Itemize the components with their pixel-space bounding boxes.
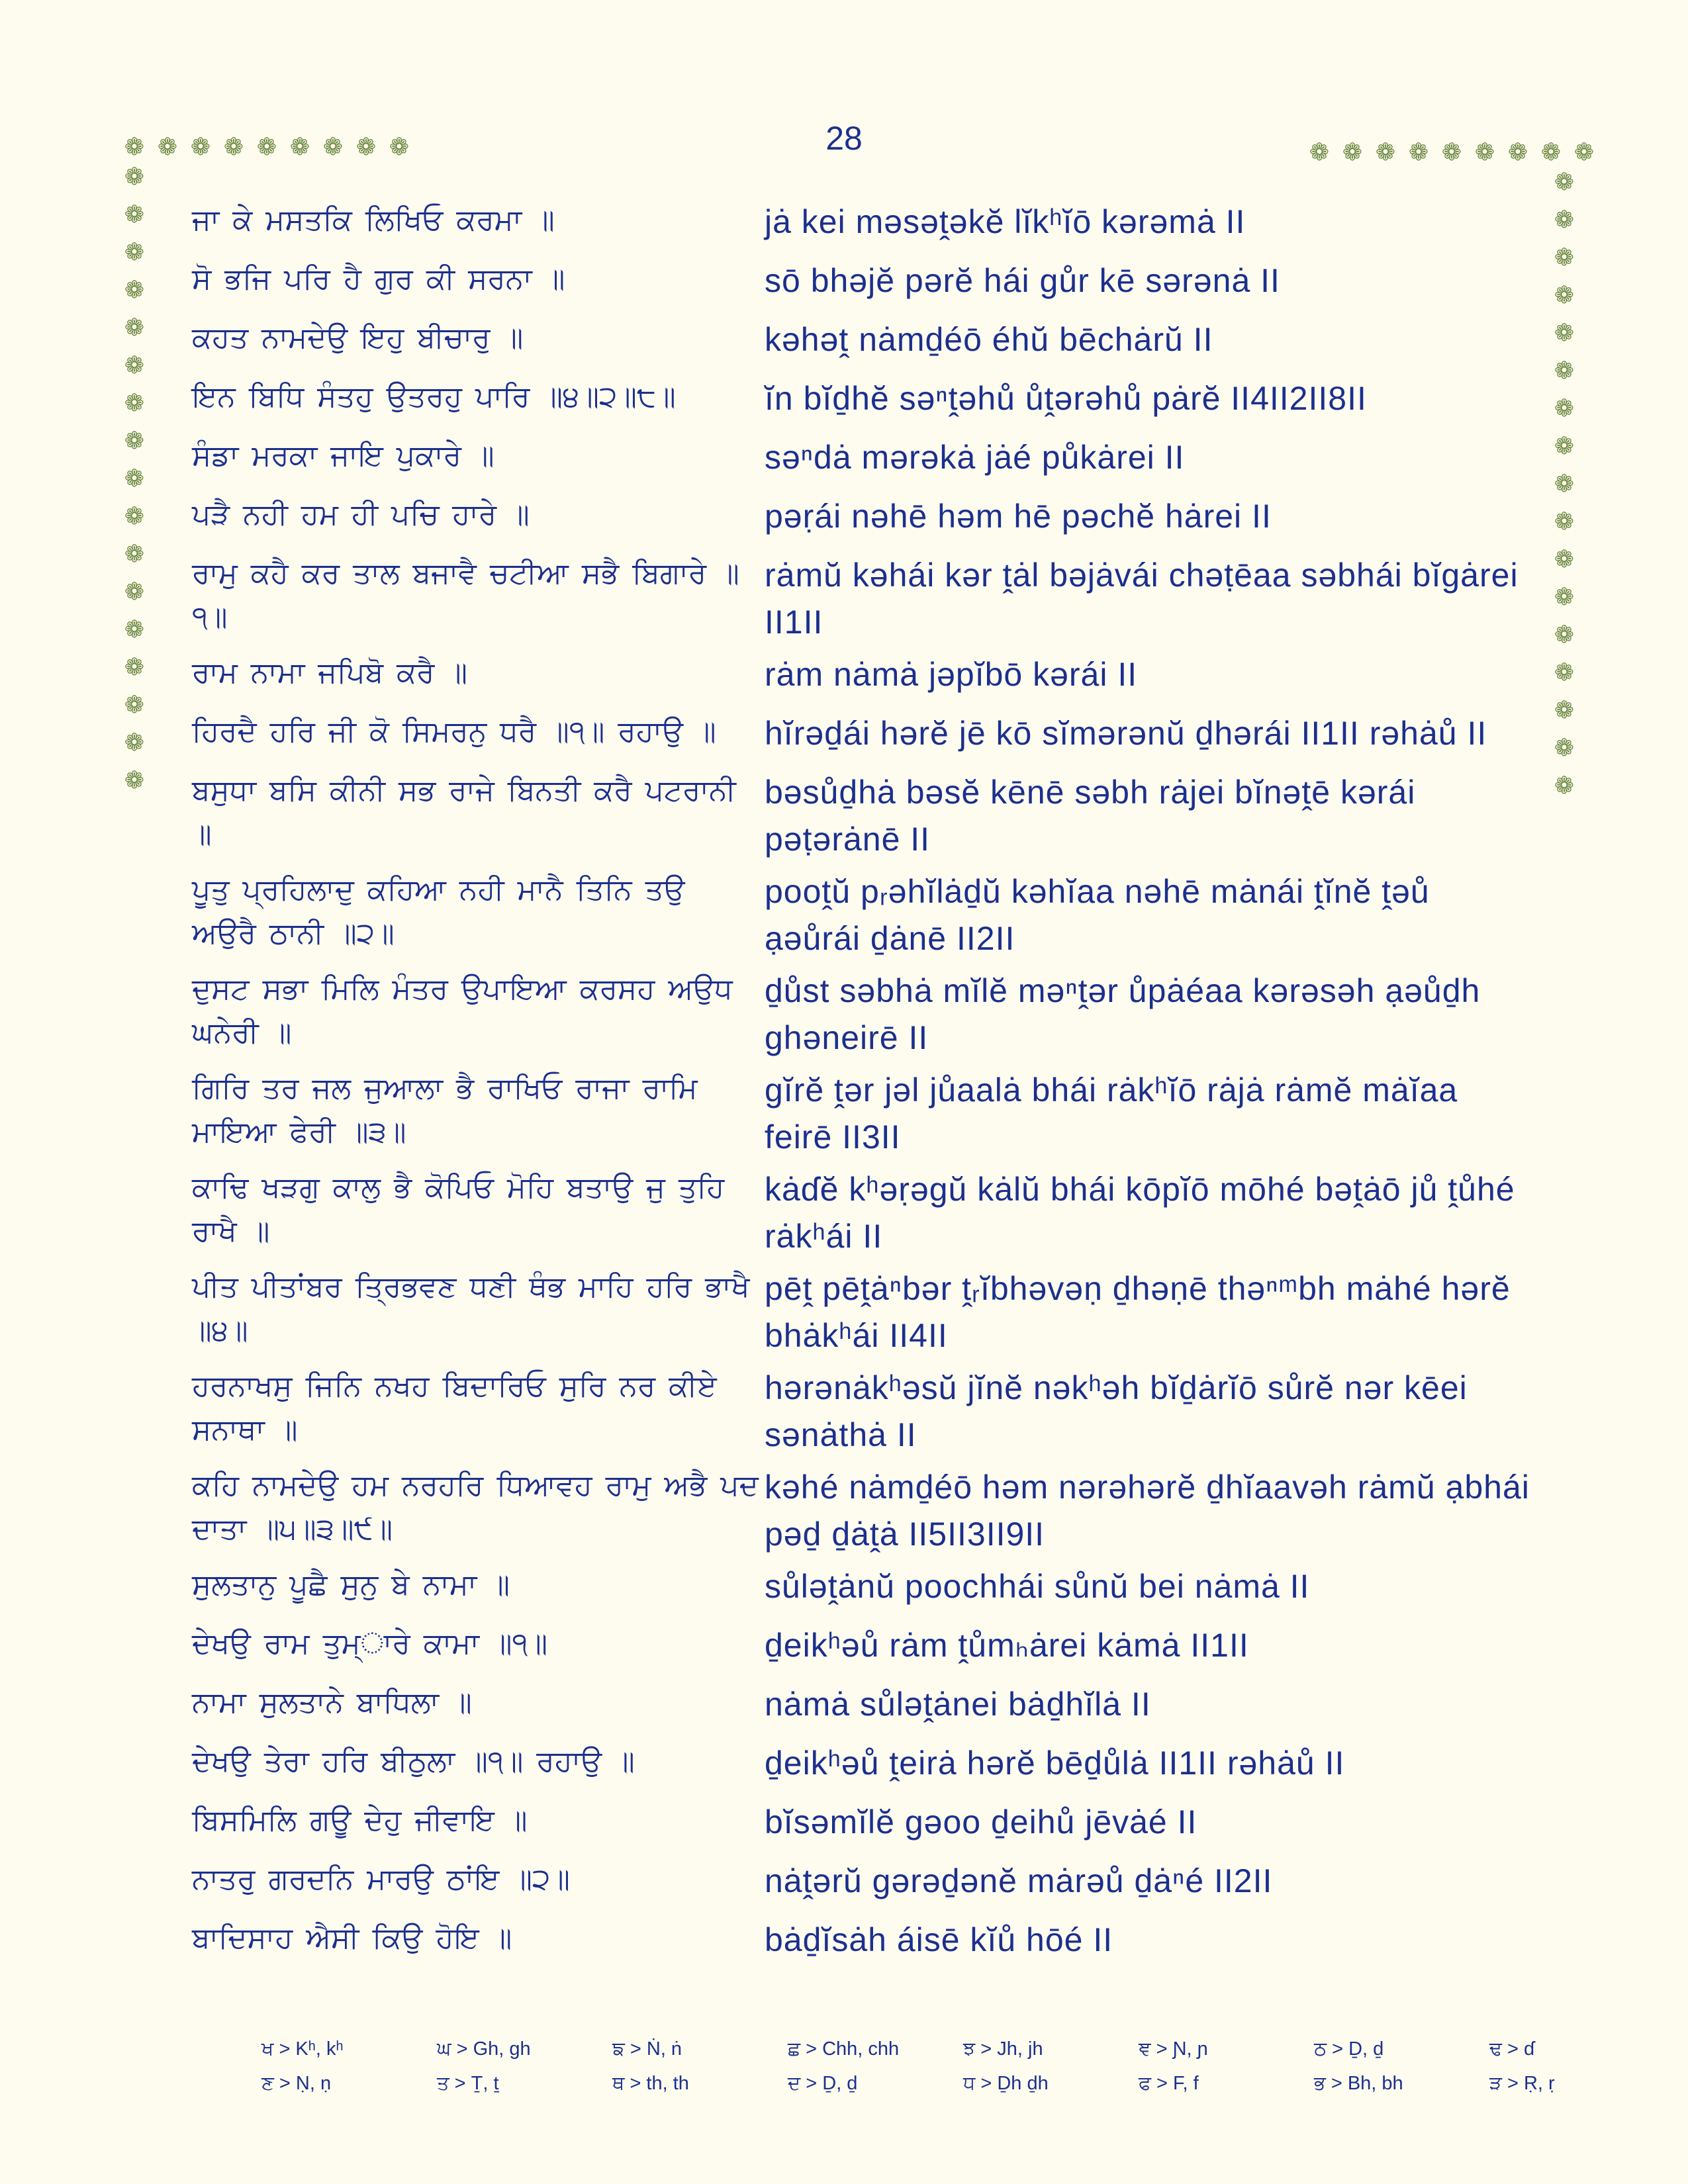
flower-ornament-icon: ❁: [157, 134, 178, 161]
gurmukhi-line: ਦੇਖਉ ਰਾਮ ਤੁਮ੍ਾਰੇ ਕਾਮਾ ॥੧॥: [192, 1627, 548, 1661]
flower-ornament-icon: ❁: [124, 201, 145, 228]
flower-ornament-icon: ❁: [1554, 772, 1575, 799]
legend-item: ਝ > Jh, jh: [963, 2038, 1043, 2060]
verse-row: [192, 1799, 1529, 1858]
flower-ornament-icon: ❁: [1554, 282, 1575, 309]
flower-ornament-icon: ❁: [1554, 735, 1575, 762]
flower-ornament-icon: ❁: [124, 465, 145, 492]
transliteration-line: ḏeikʰəů ṱeirȧ hərĕ bēḏůlȧ II1II rəhȧů II: [765, 1745, 1345, 1782]
ornament-border-right: [1552, 171, 1576, 798]
flower-ornament-icon: ❁: [124, 541, 145, 568]
ornament-border-top-left: [122, 136, 411, 159]
legend-item: ਢ > ɗ: [1489, 2038, 1535, 2060]
flower-ornament-icon: ❁: [1554, 659, 1575, 686]
transliteration-line: kəhé nȧmḏéō həm nərəhərĕ ḏhĭaavəh rȧmŭ ạbhái pəḏ ḏȧṱȧ II5II3II9II: [765, 1469, 1530, 1553]
gurmukhi-line: ਦੁਸਟ ਸਭਾ ਮਿਲਿ ਮੰਤਰ ਉਪਾਇਆ ਕਰਸਹ ਅਉਧ ਘਨੇਰੀ ॥: [192, 972, 733, 1050]
gurmukhi-line: ਹਿਰਦੈ ਹਰਿ ਜੀ ਕੋ ਸਿਮਰਨੁ ਧਰੈ ॥੧॥ ਰਹਾਉ ॥: [192, 715, 716, 749]
verse-row: [192, 493, 1529, 552]
flower-ornament-icon: ❁: [124, 578, 145, 606]
transliteration-line: jȧ kei məsəṱəkĕ lĭkʰĭō kərəmȧ II: [765, 203, 1246, 240]
flower-ornament-icon: ❁: [289, 134, 310, 161]
gurmukhi-line: ਰਾਮ ਨਾਮਾ ਜਪਿਬੋ ਕਰੈ ॥: [192, 656, 468, 690]
gurmukhi-line: ਪੜੈ ਨਹੀ ਹਮ ਹੀ ਪਚਿ ਹਾਰੇ ॥: [192, 498, 530, 531]
legend-item: ਘ > Gh, gh: [437, 2038, 531, 2060]
ornament-border-left: [122, 165, 146, 793]
verse-row: [192, 1858, 1529, 1917]
legend-item: ਦ > Ḏ, ḏ: [788, 2073, 858, 2094]
verse-row: [192, 868, 1529, 968]
legend-item: ਧ > Ḏh ḏh: [963, 2073, 1049, 2094]
gurmukhi-line: ਸੁਲਤਾਨੁ ਪੂਛੈ ਸੁਨੁ ਬੇ ਨਾਮਾ ॥: [192, 1568, 510, 1602]
gurmukhi-line: ਪੀਤ ਪੀਤਾਂਬਰ ਤ੍ਰਿਭਵਣ ਧਣੀ ਥੰਭ ਮਾਹਿ ਹਰਿ ਭਾਖੈ ॥੪॥: [192, 1270, 750, 1347]
transliteration-line: bȧḏĭsȧh áisē kĭů hōé II: [765, 1921, 1113, 1958]
transliteration-line: səⁿdȧ mərəkȧ jȧé půkȧrei II: [765, 439, 1185, 476]
flower-ornament-icon: ❁: [1554, 244, 1575, 271]
flower-ornament-icon: ❁: [1309, 139, 1330, 166]
transliteration-line: rȧmŭ kəhái kər ṱȧl bəjȧvái chəṭēaa səbhái bĭgȧrei II1II: [765, 557, 1519, 641]
flower-ornament-icon: ❁: [1474, 139, 1495, 166]
verse-row: [192, 769, 1529, 868]
legend-item: ਞ > Ɲ, ɲ: [1139, 2038, 1208, 2060]
transliteration-line: bĭsəmĭlĕ gəoo ḏeihů jēvȧé II: [765, 1803, 1197, 1841]
verse-row: [192, 1365, 1529, 1464]
legend-row: [261, 2073, 1665, 2107]
gurmukhi-line: ਕਹਤ ਨਾਮਦੇਉ ਇਹੁ ਬੀਚਾਰੁ ॥: [192, 321, 524, 355]
transliteration-line: sō bhəjĕ pərĕ hái gůr kē sərənȧ II: [765, 262, 1280, 299]
transliteration-line: pəṛái nəhē həm hē pəchĕ hȧrei II: [765, 498, 1272, 535]
flower-ornament-icon: ❁: [1573, 139, 1595, 166]
flower-ornament-icon: ❁: [1554, 621, 1575, 649]
gurmukhi-line: ਪੂਤੁ ਪ੍ਰਹਿਲਾਦੁ ਕਹਿਆ ਨਹੀ ਮਾਨੈ ਤਿਨਿ ਤਉ ਅਉਰੈ ਠਾਨੀ ॥੨॥: [192, 873, 685, 950]
legend-item: ਭ > Bh, bh: [1314, 2073, 1403, 2094]
flower-ornament-icon: ❁: [124, 692, 145, 719]
gurmukhi-line: ਕਹਿ ਨਾਮਦੇਉ ਹਮ ਨਰਹਰਿ ਧਿਆਵਹ ਰਾਮੁ ਅਭੈ ਪਦ ਦਾਤਾ ॥੫॥੩॥੯॥: [192, 1469, 759, 1546]
transliteration-line: gĭrĕ ṱər jəl jůaalȧ bhái rȧkʰĭō rȧjȧ rȧmĕ mȧĭaa feirē II3II: [765, 1071, 1458, 1156]
flower-ornament-icon: ❁: [1554, 508, 1575, 535]
gurmukhi-line: ਸੰਡਾ ਮਰਕਾ ਜਾਇ ਪੁਕਾਰੇ ॥: [192, 439, 494, 473]
flower-ornament-icon: ❁: [124, 654, 145, 681]
legend-item: ਙ > Ṅ, ṅ: [612, 2038, 682, 2060]
transliteration-line: nȧmȧ sůləṱȧnei bȧḏhĭlȧ II: [765, 1686, 1151, 1723]
flower-ornament-icon: ❁: [1375, 139, 1396, 166]
verse-row: [192, 1265, 1529, 1365]
transliteration-line: sůləṱȧnŭ poochhái sůnŭ bei nȧmȧ II: [765, 1568, 1310, 1605]
transliteration-line: ĭn bĭḏhĕ səⁿṱəhů ůṱərəhů pȧrĕ II4II2II8II: [765, 380, 1367, 417]
legend-item: ਣ > Ṇ, ṇ: [261, 2073, 332, 2094]
flower-ornament-icon: ❁: [124, 390, 145, 417]
flower-ornament-icon: ❁: [322, 134, 344, 161]
flower-ornament-icon: ❁: [124, 134, 145, 161]
transliteration-line: pēṱ pēṱȧⁿbər ṱᵣĭbhəvəṇ ḏhəṇē thəⁿᵐbh mȧhé hərĕ bhȧkʰái II4II: [765, 1270, 1511, 1354]
flower-ornament-icon: ❁: [124, 503, 145, 530]
verse-row: [192, 257, 1529, 316]
flower-ornament-icon: ❁: [1554, 584, 1575, 611]
flower-ornament-icon: ❁: [124, 352, 145, 379]
flower-ornament-icon: ❁: [1540, 139, 1562, 166]
transliteration-line: hĭrəḏái hərĕ jē kō sĭmərənŭ ḏhərái II1II rəhȧů II: [765, 715, 1487, 752]
verse-row: [192, 552, 1529, 651]
gurmukhi-line: ਬਿਸਮਿਲਿ ਗਊ ਦੇਹੁ ਜੀਵਾਇ ॥: [192, 1803, 528, 1837]
gurmukhi-line: ਨਾਤਰੁ ਗਰਦਨਿ ਮਾਰਉ ਠਾਂਇ ॥੨॥: [192, 1862, 571, 1896]
verse-row: [192, 1622, 1529, 1681]
gurmukhi-line: ਇਨ ਬਿਧਿ ਸੰਤਹੁ ਉਤਰਹੁ ਪਾਰਿ ॥੪॥੨॥੮॥: [192, 380, 676, 414]
transliteration-line: nȧṱərŭ gərəḏənĕ mȧrəů ḏȧⁿé II2II: [765, 1862, 1273, 1899]
gurmukhi-line: ਬਾਦਿਸਾਹ ਐਸੀ ਕਿਉ ਹੋਇ ॥: [192, 1921, 512, 1955]
verse-row: [192, 1067, 1529, 1166]
flower-ornament-icon: ❁: [190, 134, 211, 161]
verse-row: [192, 1563, 1529, 1622]
flower-ornament-icon: ❁: [1554, 471, 1575, 498]
gurmukhi-line: ਕਾਢਿ ਖੜਗੁ ਕਾਲੁ ਭੈ ਕੋਪਿਓ ਮੋਹਿ ਬਤਾਉ ਜੁ ਤੁਹਿ ਰਾਖੈ ॥: [192, 1171, 725, 1248]
flower-ornament-icon: ❁: [1554, 320, 1575, 347]
flower-ornament-icon: ❁: [1554, 395, 1575, 422]
verse-row: [192, 434, 1529, 493]
flower-ornament-icon: ❁: [1554, 697, 1575, 724]
legend-item: ੜ > Ṛ, ṛ: [1489, 2073, 1555, 2094]
gurmukhi-line: ਗਿਰਿ ਤਰ ਜਲ ਜੁਆਲਾ ਭੈ ਰਾਖਿਓ ਰਾਜਾ ਰਾਮਿ ਮਾਇਆ ਫੇਰੀ ॥੩॥: [192, 1071, 698, 1149]
gurmukhi-line: ਜਾ ਕੇ ਮਸਤਕਿ ਲਿਖਿਓ ਕਰਮਾ ॥: [192, 203, 555, 237]
flower-ornament-icon: ❁: [1342, 139, 1363, 166]
verse-row: [192, 710, 1529, 769]
gurmukhi-line: ਸੋ ਭਜਿ ਪਰਿ ਹੈ ਗੁਰ ਕੀ ਸਰਨਾ ॥: [192, 262, 565, 296]
flower-ornament-icon: ❁: [389, 134, 410, 161]
ornament-border-top-right: [1307, 141, 1596, 165]
transliteration-legend: [261, 2038, 1665, 2107]
legend-item: ਥ > th, th: [612, 2073, 689, 2094]
legend-item: ਠ > Ḏ, ḏ: [1314, 2038, 1384, 2060]
transliteration-line: bəsůḏhȧ bəsĕ kēnē səbh rȧjei bĭnəṱē kərái pəṭərȧnē II: [765, 774, 1416, 858]
transliteration-line: ḏůst səbhȧ mĭlĕ məⁿṱər ůpȧéaa kərəsəh ạəůḏh ghəneirē II: [765, 972, 1481, 1056]
gurmukhi-line: ਬਸੁਧਾ ਬਸਿ ਕੀਨੀ ਸਭ ਰਾਜੇ ਬਿਨਤੀ ਕਰੈ ਪਟਰਾਨੀ ॥: [192, 774, 736, 851]
verse-row: [192, 1740, 1529, 1799]
flower-ornament-icon: ❁: [1441, 139, 1462, 166]
transliteration-line: kəhəṱ nȧmḏéō éhŭ bēchȧrŭ II: [765, 321, 1213, 358]
legend-row: [261, 2038, 1665, 2073]
verse-list: [192, 199, 1529, 1976]
verse-row: [192, 1464, 1529, 1563]
transliteration-line: hərənȧkʰəsŭ jĭnĕ nəkʰəh bĭḏȧrĭō sůrĕ nər kēei sənȧthȧ II: [765, 1369, 1468, 1453]
gurmukhi-line: ਨਾਮਾ ਸੁਲਤਾਨੇ ਬਾਧਿਲਾ ॥: [192, 1686, 472, 1719]
flower-ornament-icon: ❁: [1554, 169, 1575, 196]
flower-ornament-icon: ❁: [1554, 546, 1575, 573]
legend-item: ਛ > Chh, chh: [788, 2038, 900, 2060]
verse-row: [192, 375, 1529, 434]
flower-ornament-icon: ❁: [355, 134, 377, 161]
flower-ornament-icon: ❁: [124, 767, 145, 794]
legend-item: ਖ > Kʰ, kʰ: [261, 2038, 344, 2060]
flower-ornament-icon: ❁: [1507, 139, 1528, 166]
flower-ornament-icon: ❁: [1554, 357, 1575, 385]
flower-ornament-icon: ❁: [124, 163, 145, 191]
flower-ornament-icon: ❁: [124, 277, 145, 304]
gurmukhi-line: ਹਰਨਾਖਸੁ ਜਿਨਿ ਨਖਹ ਬਿਦਾਰਿਓ ਸੁਰਿ ਨਰ ਕੀਏ ਸਨਾਥਾ ॥: [192, 1369, 717, 1447]
verse-row: [192, 199, 1529, 257]
verse-row: [192, 1681, 1529, 1740]
transliteration-line: pooṱŭ pᵣəhĭlȧḏŭ kəhĭaa nəhē mȧnái ṱĭnĕ ṱəů ạəůrái ḏȧnē II2II: [765, 873, 1430, 957]
legend-item: ਫ > F, f: [1139, 2073, 1199, 2094]
transliteration-line: rȧm nȧmȧ jəpĭbō kərái II: [765, 656, 1138, 693]
flower-ornament-icon: ❁: [1554, 433, 1575, 460]
flower-ornament-icon: ❁: [1408, 139, 1429, 166]
flower-ornament-icon: ❁: [124, 314, 145, 341]
flower-ornament-icon: ❁: [124, 616, 145, 643]
flower-ornament-icon: ❁: [124, 428, 145, 455]
gurmukhi-line: ਦੇਖਉ ਤੇਰਾ ਹਰਿ ਬੀਠੁਲਾ ॥੧॥ ਰਹਾਉ ॥: [192, 1745, 635, 1778]
transliteration-line: kȧɗĕ kʰəṛəgŭ kȧlŭ bhái kōpĭō mōhé bəṱȧō jů ṱůhé rȧkʰái II: [765, 1171, 1515, 1255]
verse-row: [192, 651, 1529, 710]
verse-row: [192, 316, 1529, 375]
flower-ornament-icon: ❁: [223, 134, 244, 161]
flower-ornament-icon: ❁: [1554, 206, 1575, 234]
verse-row: [192, 968, 1529, 1067]
verse-row: [192, 1166, 1529, 1265]
flower-ornament-icon: ❁: [124, 729, 145, 756]
flower-ornament-icon: ❁: [124, 239, 145, 266]
gurmukhi-line: ਰਾਮੁ ਕਹੈ ਕਰ ਤਾਲ ਬਜਾਵੈ ਚਟੀਆ ਸਭੈ ਬਿਗਾਰੇ ॥੧॥: [192, 557, 739, 634]
transliteration-line: ḏeikʰəů rȧm ṱůmₕȧrei kȧmȧ II1II: [765, 1627, 1249, 1664]
legend-item: ਤ > Ṯ, ṯ: [437, 2073, 499, 2094]
flower-ornament-icon: ❁: [256, 134, 277, 161]
verse-row: [192, 1917, 1529, 1976]
page-number: 28: [825, 120, 863, 157]
